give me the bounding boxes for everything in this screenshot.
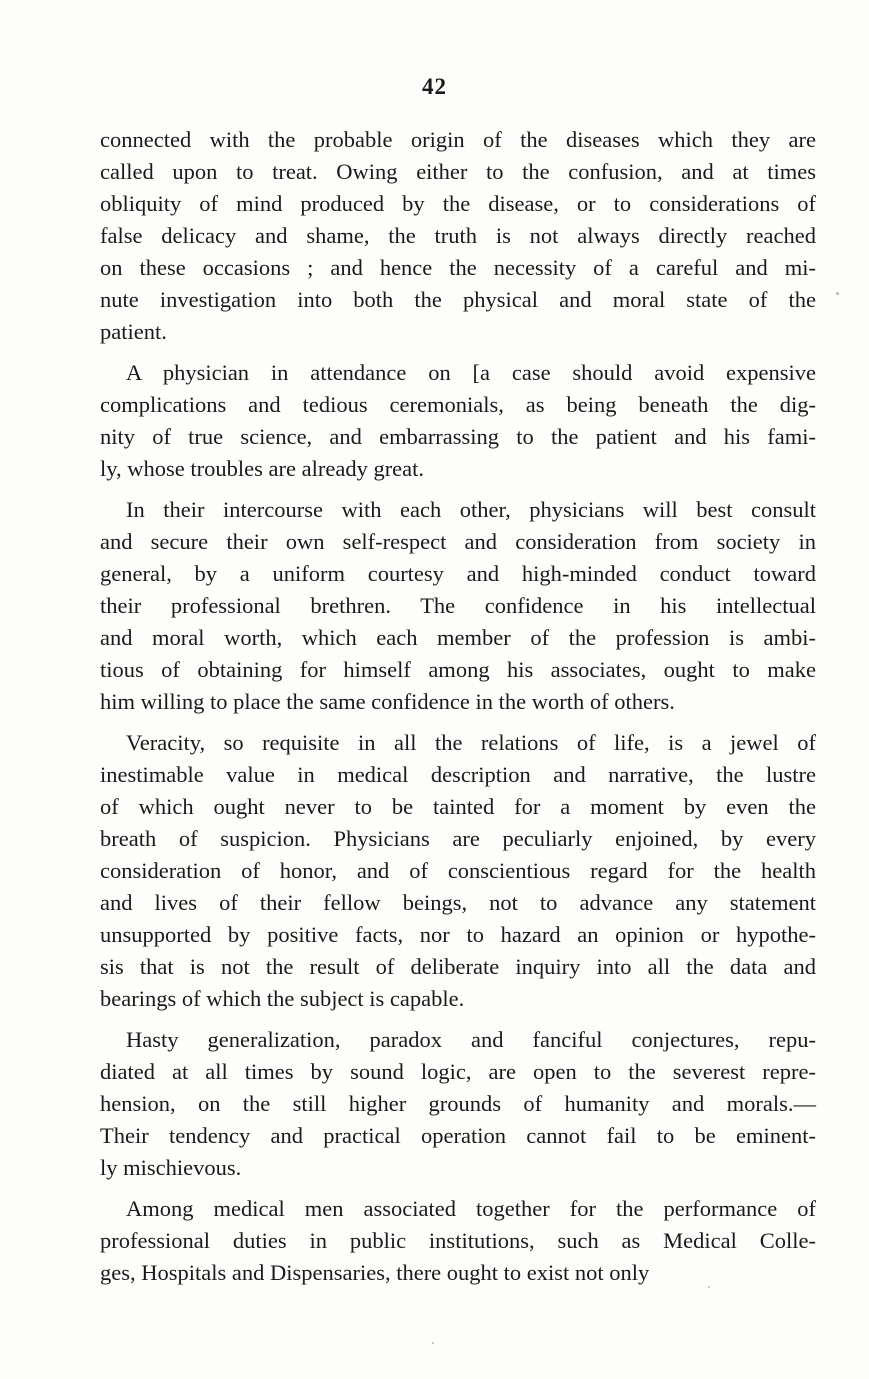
text-line: sis that is not the result of deliberate inquiry into all the data and <box>100 954 816 979</box>
text-line: their professional brethren. The confidence in his intellectual <box>100 593 816 618</box>
scan-speck <box>836 292 839 295</box>
text-line: breath of suspicion. Physicians are peculiarly enjoined, by every <box>100 826 816 851</box>
text-line: and lives of their fellow beings, not to advance any statement <box>100 890 816 915</box>
text-line: bearings of which the subject is capable. <box>100 986 465 1011</box>
text-line: of which ought never to be tainted for a moment by even the <box>100 794 816 819</box>
text-line: ly mischievous. <box>100 1155 242 1180</box>
text-line: complications and tedious ceremonials, as being beneath the dig- <box>100 392 816 417</box>
body-text <box>100 124 816 1298</box>
text-line: ly, whose troubles are already great. <box>100 456 425 481</box>
text-line: and secure their own self-respect and consideration from society in <box>100 529 816 554</box>
text-line: inestimable value in medical description and narrative, the lustre <box>100 762 816 787</box>
text-line: diated at all times by sound logic, are open to the severest repre- <box>100 1059 816 1084</box>
text-line: connected with the probable origin of the diseases which they are <box>100 127 816 152</box>
scan-speck <box>708 1286 710 1288</box>
text-line: In their intercourse with each other, physicians will best consult <box>126 497 816 522</box>
text-line: and moral worth, which each member of the profession is ambi- <box>100 625 816 650</box>
text-line: Hasty generalization, paradox and fanciful conjectures, repu- <box>126 1027 816 1052</box>
text-line: patient. <box>100 319 167 344</box>
page-number: 42 <box>422 74 447 99</box>
paragraph <box>100 357 816 485</box>
text-line: consideration of honor, and of conscientious regard for the health <box>100 858 816 883</box>
text-line: called upon to treat. Owing either to the confusion, and at times <box>100 159 816 184</box>
text-line: general, by a uniform courtesy and high-minded conduct toward <box>100 561 816 586</box>
text-line: nute investigation into both the physical and moral state of the <box>100 287 816 312</box>
text-line: unsupported by positive facts, nor to hazard an opinion or hypothe- <box>100 922 816 947</box>
text-line: professional duties in public institutions, such as Medical Colle- <box>100 1228 816 1253</box>
text-line: false delicacy and shame, the truth is not always directly reached <box>100 223 816 248</box>
text-line: hension, on the still higher grounds of humanity and morals.— <box>100 1091 816 1116</box>
paragraph <box>100 494 816 718</box>
text-line: A physician in attendance on [a case should avoid expensive <box>126 360 816 385</box>
paragraph <box>100 1193 816 1289</box>
text-line: obliquity of mind produced by the disease, or to considerations of <box>100 191 816 216</box>
scan-speck <box>432 1342 434 1344</box>
text-line: nity of true science, and embarrassing to the patient and his fami- <box>100 424 816 449</box>
text-line: him willing to place the same confidence in the worth of others. <box>100 689 675 714</box>
paragraph <box>100 124 816 348</box>
paragraph <box>100 727 816 1015</box>
text-line: ges, Hospitals and Dispensaries, there ought to exist not only <box>100 1260 650 1285</box>
text-line: Among medical men associated together for the performance of <box>126 1196 816 1221</box>
text-line: Their tendency and practical operation cannot fail to be eminent- <box>100 1123 816 1148</box>
text-line: Veracity, so requisite in all the relations of life, is a jewel of <box>126 730 816 755</box>
text-line: on these occasions ; and hence the necessity of a careful and mi- <box>100 255 816 280</box>
paragraph <box>100 1024 816 1184</box>
text-line: tious of obtaining for himself among his associates, ought to make <box>100 657 816 682</box>
